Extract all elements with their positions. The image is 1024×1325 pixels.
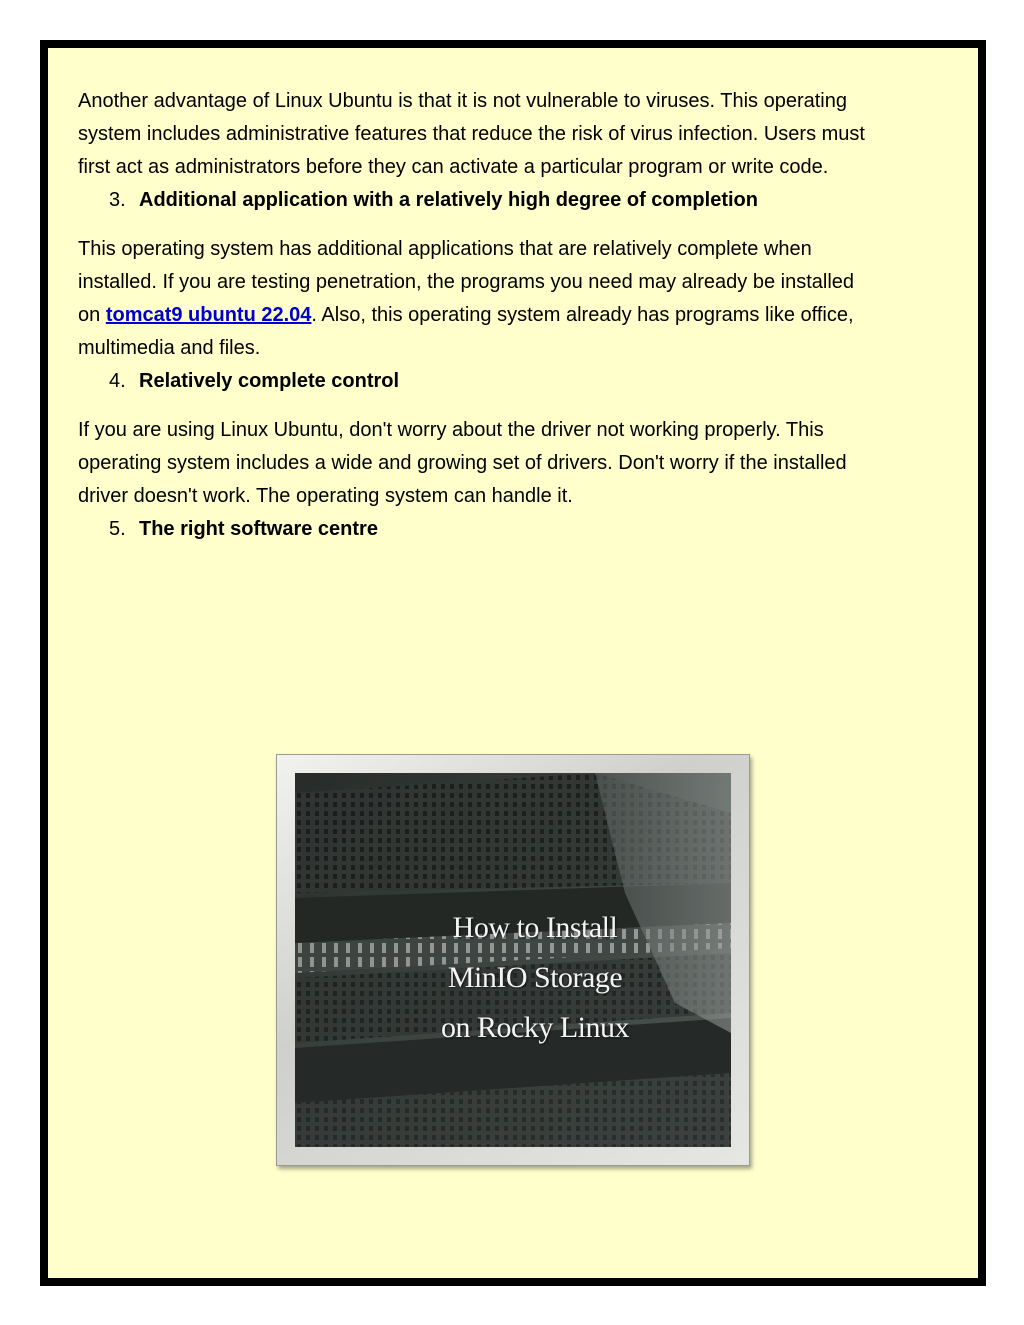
list-item-4	[78, 365, 868, 398]
paragraph-text: . Also, this operating system already has programs like office, multimedia and files.	[78, 304, 854, 359]
list-heading: Additional application with a relatively high degree of completion	[139, 189, 758, 211]
list-item-3	[78, 184, 868, 217]
list-heading: Relatively complete control	[139, 370, 400, 392]
list-number: 4.	[109, 370, 126, 392]
caption-line: How to Install	[452, 911, 618, 944]
paragraph-additional-apps	[78, 233, 868, 365]
image-caption	[435, 903, 635, 1053]
framed-image	[276, 754, 750, 1166]
document-body	[78, 85, 868, 562]
caption-line: MinIO Storage	[447, 961, 623, 994]
list-number: 3.	[109, 189, 126, 211]
tomcat9-link[interactable]: tomcat9 ubuntu 22.04	[105, 304, 312, 326]
paragraph-drivers: If you are using Linux Ubuntu, don't worry about the driver not working properly. This operating system includes a wide and growing set of drivers. Don't worry if the installed driver doesn't work. The operating system can handle it.	[78, 419, 847, 507]
list-heading: The right software centre	[139, 518, 378, 540]
list-number: 5.	[109, 518, 126, 540]
list-item-5	[78, 513, 868, 546]
paragraph-virus-protection: Another advantage of Linux Ubuntu is that it is not vulnerable to viruses. This operating system includes administrative features that reduce the risk of virus infection. Users must first act as administrators before they can activate a particular program or write code.	[78, 90, 865, 178]
caption-line: on Rocky Linux	[441, 1011, 629, 1044]
paragraph-text: This operating system has additional applications that are relatively complete when installed. If you are testing penetration, the programs you need may already be installed on	[78, 238, 855, 326]
server-rack-photo	[295, 773, 731, 1147]
